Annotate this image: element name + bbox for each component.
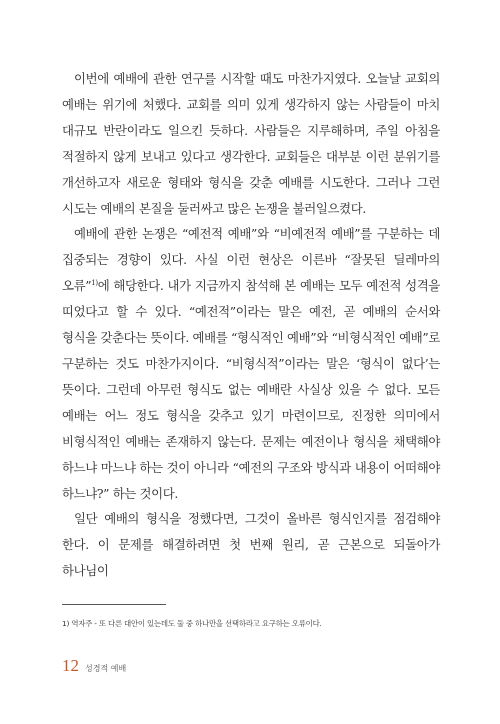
paragraph-2-part-2: 에 해당한다. 내가 지금까지 참석해 본 예배는 모두 예전적 성격을 띠었다고 할 수 있다. “예전적”이라는 말은 예전, 곧 예배의 순서와 형식을 갖춘다는 뜻이다. 예배를 “형식적인 예배”와 “비형식적인 예배”로 구분하는 것도 마찬가지이다. “비형식적”이라는 말은 ‘형식이 없다’는 뜻이다. 그런데 아무런 형식도 없는 예배란 사실상 있을 수 없다. 모든 예배는 어느 정도 형식을 갖추고 있기 마련이므로, 진정한 의미에서 비형식적인 예배는 존재하지 않는다. 문제는 예전이나 형식을 채택해야 하느냐 마느냐 하는 것이 아니라 “예전의 구조와 방식과 내용이 어떠해야 하느냐?” 하는 것이다. [62,278,440,501]
footnote-reference[interactable]: 1) [91,279,98,288]
paragraph-2-part-1: 예배에 관한 논쟁은 “예전적 예배”와 “비예전적 예배”를 구분하는 데 집중되는 경향이 있다. 사실 이런 현상은 이른바 “잘못된 딜레마의 오류” [62,226,440,294]
paragraph-3: 일단 예배의 형식을 정했다면, 그것이 올바른 형식인지를 점검해야 한다. 이 문제를 해결하려면 첫 번째 원리, 곧 근본으로 되돌아가 하나님이 [62,511,440,579]
footnote: 1) 역자주 - 또 다른 대안이 있는데도 둘 중 하나만을 선택하라고 요구하는 오류이다. [62,619,322,628]
body-text [62,66,440,584]
running-title: 성경적 예배 [85,664,127,673]
page-footer [62,656,126,676]
page-number: 12 [62,656,79,675]
paragraph-2 [62,221,440,506]
paragraph-1: 이번에 예배에 관한 연구를 시작할 때도 마찬가지였다. 오늘날 교회의 예배는 위기에 처했다. 교회를 의미 있게 생각하지 않는 사람들이 마치 대규모 반란이라도 일으킨 듯하다. 사람들은 지루해하며, 주일 아침을 적절하지 않게 보내고 있다고 생각한다. 교회들은 대부분 이런 분위기를 개선하고자 새로운 형태와 형식을 갖춘 예배를 시도한다. 그러나 그런 시도는 예배의 본질을 둘러싸고 많은 논쟁을 불러일으켰다. [62,71,440,216]
footnote-divider [62,604,166,605]
